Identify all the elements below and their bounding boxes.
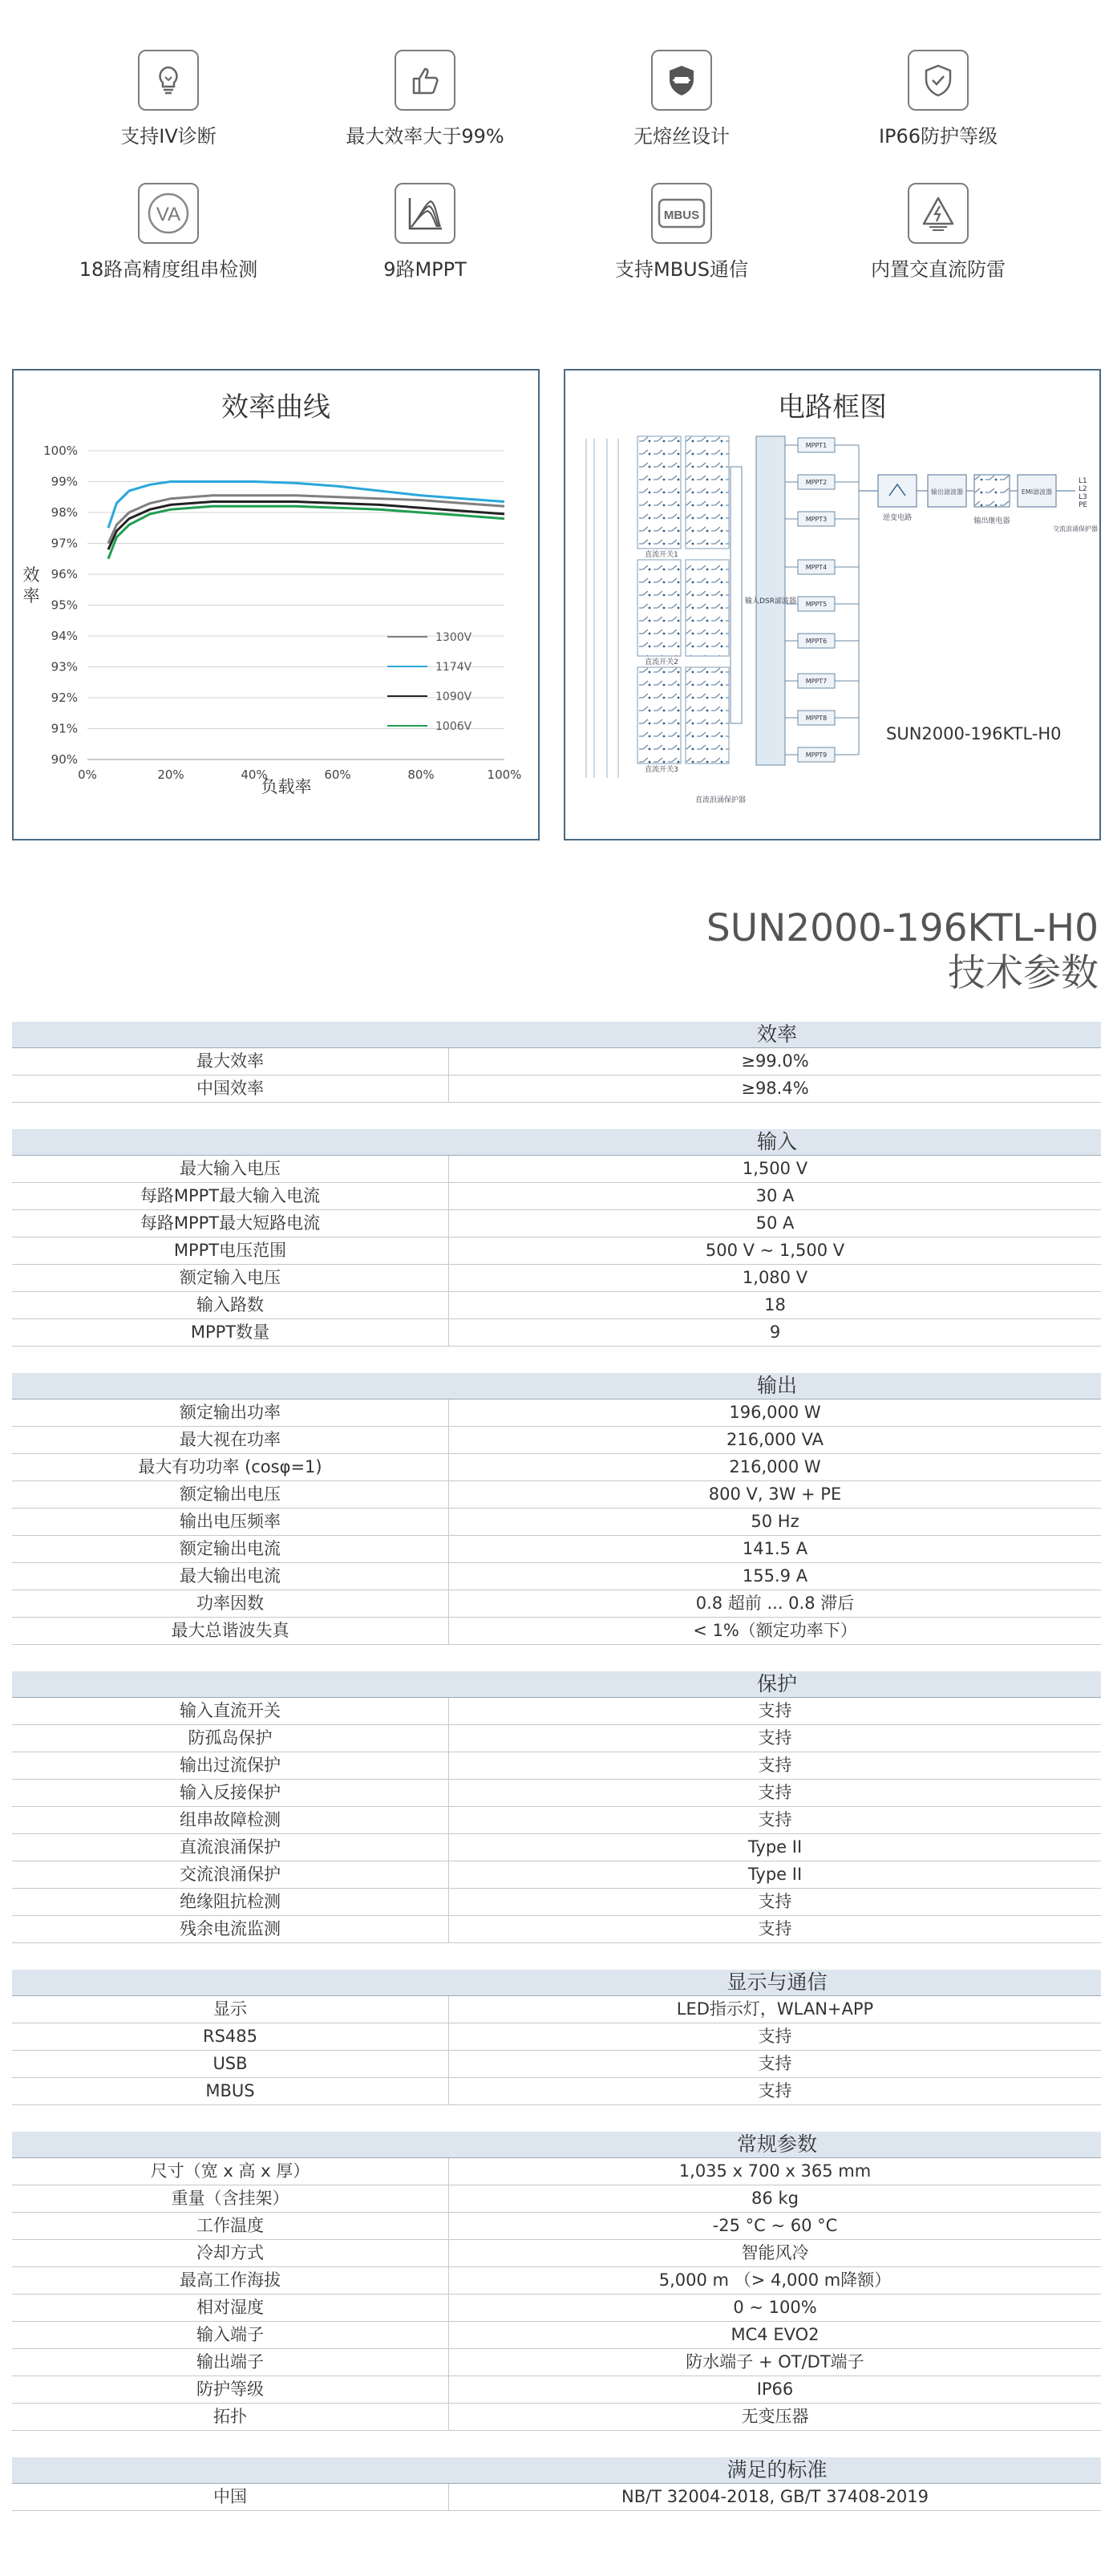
spec-value: 216,000 VA <box>726 1430 824 1449</box>
circuit-panel-title: 电路框图 <box>778 391 887 423</box>
spec-key: 重量（含挂架） <box>12 2185 449 2212</box>
spec-value: 支持 <box>758 1756 792 1775</box>
mppt-curve-icon <box>395 183 455 244</box>
spec-key: 最大总谐波失真 <box>12 1618 449 1644</box>
spec-key: 中国效率 <box>12 1075 449 1102</box>
svg-text:输出继电器: 输出继电器 <box>973 517 1010 525</box>
spec-subtitle: 技术参数 <box>948 951 1099 995</box>
efficiency-panel-title: 效率曲线 <box>221 391 330 423</box>
spec-value: 1,035 x 700 x 365 mm <box>678 2161 872 2181</box>
spec-row <box>12 2295 1101 2322</box>
spec-key: 额定输出电压 <box>12 1481 449 1508</box>
x-tick-label: 40% <box>241 768 268 782</box>
spec-key: 最大输出电流 <box>12 1563 449 1590</box>
svg-text:直流开关3: 直流开关3 <box>645 766 678 774</box>
spec-row <box>12 1481 1101 1509</box>
spec-key: 输出电压频率 <box>12 1509 449 1535</box>
spec-row <box>12 1752 1101 1780</box>
section-header: 保护 <box>12 1671 1101 1698</box>
spec-row <box>12 1590 1101 1618</box>
svg-text:逆变电路: 逆变电路 <box>882 514 913 522</box>
spec-key: 显示 <box>12 1996 449 2023</box>
spec-key: 每路MPPT最大短路电流 <box>12 1210 449 1237</box>
shield-icon <box>908 50 969 111</box>
spec-section <box>12 1970 1101 2105</box>
y-tick-label: 98% <box>51 505 78 520</box>
section-header: 输入 <box>12 1129 1101 1156</box>
svg-text:交流浪涌保护器: 交流浪涌保护器 <box>1053 525 1098 533</box>
mppt-label: MPPT1 <box>805 442 828 449</box>
spec-value: 支持 <box>758 1810 792 1829</box>
spec-key: 输入端子 <box>12 2322 449 2348</box>
spec-key: USB <box>12 2051 449 2077</box>
svg-text:EMI滤波器: EMI滤波器 <box>1021 488 1053 496</box>
feature-iv-diagnosis <box>48 50 289 148</box>
y-tick-label: 96% <box>51 567 78 581</box>
spec-value: 支持 <box>758 1728 792 1748</box>
efficiency-panel <box>12 369 540 840</box>
mppt-label: MPPT5 <box>805 601 828 608</box>
feature-label: IP66防护等级 <box>878 125 998 148</box>
svg-text:L2: L2 <box>1079 485 1087 493</box>
spec-row <box>12 1996 1101 2023</box>
spec-value: 0.8 超前 ... 0.8 滞后 <box>695 1594 855 1613</box>
svg-text:L1: L1 <box>1079 477 1087 485</box>
spec-row <box>12 2051 1101 2078</box>
spec-key: 输出过流保护 <box>12 1752 449 1779</box>
spec-key: 输入路数 <box>12 1292 449 1318</box>
y-tick-label: 94% <box>51 629 78 643</box>
spec-value: Type II <box>747 1865 803 1884</box>
feature-label: 无熔丝设计 <box>633 125 730 148</box>
spec-value: < 1%（额定功率下） <box>693 1621 857 1640</box>
spec-key: 防护等级 <box>12 2376 449 2403</box>
spec-row <box>12 2185 1101 2213</box>
feature-mppt <box>305 183 545 281</box>
spec-value: 无变压器 <box>741 2407 809 2426</box>
spec-row <box>12 2213 1101 2240</box>
y-tick-label: 100% <box>43 444 78 458</box>
y-tick-label: 95% <box>51 597 78 613</box>
spec-value: ≥98.4% <box>741 1079 809 1098</box>
spec-row <box>12 2158 1101 2185</box>
spec-value: 1,500 V <box>742 1159 808 1178</box>
spec-row <box>12 1399 1101 1427</box>
series-line-1090V <box>108 502 504 550</box>
spec-row <box>12 1861 1101 1889</box>
spec-key: 交流浪涌保护 <box>12 1861 449 1888</box>
feature-grid <box>0 0 1113 305</box>
spec-value: ≥99.0% <box>741 1051 809 1071</box>
spec-section <box>12 1373 1101 1645</box>
fuseless-icon <box>651 50 712 111</box>
spec-row <box>12 1156 1101 1183</box>
spec-key: 直流浪涌保护 <box>12 1834 449 1861</box>
spec-row <box>12 1048 1101 1075</box>
spec-value: 支持 <box>758 1919 792 1938</box>
spec-value: 800 V, 3W + PE <box>708 1484 842 1504</box>
spec-value: 9 <box>769 1322 781 1342</box>
spec-key: 每路MPPT最大输入电流 <box>12 1183 449 1209</box>
spec-row <box>12 1698 1101 1725</box>
legend-label: 1300V <box>435 631 472 644</box>
feature-label: 最大效率大于99% <box>346 125 504 148</box>
mppt-label: MPPT9 <box>805 751 828 759</box>
feature-surge <box>818 183 1058 281</box>
feature-label: 支持IV诊断 <box>120 125 217 148</box>
circuit-diagram <box>565 371 1099 839</box>
spec-section <box>12 1129 1101 1347</box>
mppt-label: MPPT4 <box>805 564 828 571</box>
spec-model: SUN2000-196KTL-H0 <box>706 906 1099 950</box>
svg-text:VA: VA <box>156 204 181 225</box>
spec-value: 防水端子 + OT/DT端子 <box>686 2352 864 2371</box>
spec-key: MBUS <box>12 2078 449 2104</box>
spec-row <box>12 1237 1101 1265</box>
spec-row <box>12 2322 1101 2349</box>
svg-text:L3: L3 <box>1079 493 1087 501</box>
mppt-label: MPPT2 <box>805 479 828 486</box>
svg-text:输出滤波器: 输出滤波器 <box>931 488 963 496</box>
section-header: 效率 <box>12 1022 1101 1048</box>
spec-key: 相对湿度 <box>12 2295 449 2321</box>
spec-section <box>12 2132 1101 2431</box>
spec-title <box>706 906 1099 996</box>
feature-max-efficiency <box>305 50 545 148</box>
y-tick-label: 90% <box>51 752 78 767</box>
x-tick-label: 0% <box>78 768 97 782</box>
svg-text:直流开关1: 直流开关1 <box>645 551 678 559</box>
va-icon <box>138 183 199 244</box>
spec-row <box>12 1725 1101 1752</box>
spec-value: 0 ~ 100% <box>733 2298 817 2317</box>
legend-label: 1174V <box>435 661 472 674</box>
spec-row <box>12 2078 1101 2105</box>
spec-key: MPPT电压范围 <box>12 1237 449 1264</box>
mppt-label: MPPT6 <box>805 638 828 645</box>
spec-key: 最大输入电压 <box>12 1156 449 1182</box>
y-tick-label: 92% <box>51 691 78 705</box>
spec-row <box>12 1618 1101 1645</box>
y-tick-label: 99% <box>51 474 78 489</box>
spec-value: 50 A <box>755 1213 795 1233</box>
y-tick-label: 97% <box>51 536 78 551</box>
chart-y-label: 效率 <box>22 565 40 606</box>
feature-label: 支持MBUS通信 <box>615 258 748 281</box>
spec-value: 支持 <box>758 2054 792 2073</box>
spec-row <box>12 1807 1101 1834</box>
spec-key: 中国 <box>12 2484 449 2510</box>
spec-value: 1,080 V <box>742 1268 808 1287</box>
spec-row <box>12 1780 1101 1807</box>
x-tick-label: 100% <box>487 768 522 782</box>
mppt-label: MPPT3 <box>805 516 828 523</box>
spec-row <box>12 1265 1101 1292</box>
chart-x-label: 负载率 <box>261 777 312 796</box>
spec-row <box>12 1509 1101 1536</box>
spec-row <box>12 1292 1101 1319</box>
spec-key: MPPT数量 <box>12 1319 449 1346</box>
legend-label: 1006V <box>435 720 472 733</box>
x-tick-label: 80% <box>407 768 435 782</box>
spec-key: 绝缘阻抗检测 <box>12 1889 449 1915</box>
spec-key: 尺寸（宽 x 高 x 厚） <box>12 2158 449 2185</box>
svg-text:直流开关2: 直流开关2 <box>645 658 678 666</box>
spec-key: 拓扑 <box>12 2404 449 2430</box>
x-tick-label: 20% <box>157 768 184 782</box>
feature-fuseless <box>561 50 802 148</box>
spec-row <box>12 2404 1101 2431</box>
spec-row <box>12 2023 1101 2051</box>
feature-mbus <box>561 183 802 281</box>
spec-row <box>12 2240 1101 2267</box>
spec-key: 防孤岛保护 <box>12 1725 449 1752</box>
spec-value: 141.5 A <box>742 1539 808 1558</box>
spec-row <box>12 1536 1101 1563</box>
circuit-model-label: SUN2000-196KTL-H0 <box>886 724 1062 743</box>
spec-row <box>12 1075 1101 1103</box>
feature-label: 18路高精度组串检测 <box>79 258 258 281</box>
spec-key: 最高工作海拔 <box>12 2267 449 2294</box>
spec-row <box>12 2376 1101 2404</box>
spec-key: 残余电流监测 <box>12 1916 449 1942</box>
circuit-panel <box>564 369 1101 840</box>
spec-key: 最大有功功率 (cosφ=1) <box>12 1454 449 1480</box>
spec-row <box>12 1834 1101 1861</box>
section-header: 输出 <box>12 1373 1101 1399</box>
spec-row <box>12 1319 1101 1347</box>
spec-key: RS485 <box>12 2023 449 2050</box>
y-tick-label: 91% <box>51 721 78 736</box>
spec-value: 500 V ~ 1,500 V <box>705 1241 845 1260</box>
efficiency-chart <box>14 371 538 839</box>
spec-row <box>12 2484 1101 2511</box>
spec-value: 支持 <box>758 2081 792 2100</box>
spec-row <box>12 1427 1101 1454</box>
spec-value: 5,000 m （> 4,000 m降额） <box>658 2270 892 2290</box>
spec-value: 196,000 W <box>729 1403 821 1422</box>
spec-row <box>12 1563 1101 1590</box>
spec-value: 50 Hz <box>751 1512 799 1531</box>
section-header: 显示与通信 <box>12 1970 1101 1996</box>
spec-value: Type II <box>747 1837 803 1857</box>
spec-section <box>12 1671 1101 1943</box>
spec-value: 支持 <box>758 1701 792 1720</box>
feature-ip66 <box>818 50 1058 148</box>
spec-row <box>12 1210 1101 1237</box>
spec-value: 18 <box>764 1295 786 1314</box>
spec-key: 额定输出功率 <box>12 1399 449 1426</box>
spec-key: 功率因数 <box>12 1590 449 1617</box>
spec-value: 216,000 W <box>729 1457 821 1476</box>
spec-row <box>12 1916 1101 1943</box>
spec-value: 30 A <box>755 1186 795 1205</box>
svg-text:直流浪涌保护器: 直流浪涌保护器 <box>695 796 747 804</box>
svg-text:MBUS: MBUS <box>663 209 700 222</box>
mppt-label: MPPT7 <box>805 678 828 685</box>
spec-row <box>12 1889 1101 1916</box>
section-header: 常规参数 <box>12 2132 1101 2158</box>
spec-key: 最大视在功率 <box>12 1427 449 1453</box>
surge-protection-icon <box>908 183 969 244</box>
spec-value: 智能风冷 <box>741 2243 809 2262</box>
spec-value: IP66 <box>756 2380 794 2399</box>
mppt-label: MPPT8 <box>805 715 828 722</box>
spec-value: 86 kg <box>751 2189 799 2208</box>
spec-value: MC4 EVO2 <box>731 2325 820 2344</box>
spec-value: NB/T 32004-2018, GB/T 37408-2019 <box>621 2487 929 2506</box>
spec-value: 支持 <box>758 1783 792 1802</box>
spec-section <box>12 1022 1101 1103</box>
spec-key: 额定输出电流 <box>12 1536 449 1562</box>
spec-row <box>12 1183 1101 1210</box>
feature-label: 9路MPPT <box>383 258 467 281</box>
spec-row <box>12 2267 1101 2295</box>
spec-key: 输入直流开关 <box>12 1698 449 1724</box>
spec-value: -25 °C ~ 60 °C <box>712 2216 838 2235</box>
spec-key: 输入反接保护 <box>12 1780 449 1806</box>
spec-value: 支持 <box>758 1892 792 1911</box>
mbus-icon <box>651 183 712 244</box>
spec-section <box>12 2457 1101 2511</box>
spec-row <box>12 2349 1101 2376</box>
legend-label: 1090V <box>435 691 472 703</box>
svg-text:PE: PE <box>1079 501 1088 509</box>
spec-key: 输出端子 <box>12 2349 449 2376</box>
feature-label: 内置交直流防雷 <box>871 258 1006 281</box>
iv-diagnosis-icon <box>138 50 199 111</box>
spec-key: 工作温度 <box>12 2213 449 2239</box>
spec-key: 额定输入电压 <box>12 1265 449 1291</box>
y-tick-label: 93% <box>51 659 78 674</box>
spec-tables <box>12 1022 1101 2538</box>
spec-value: 支持 <box>758 2027 792 2046</box>
svg-text:输入DSR滤波器: 输入DSR滤波器 <box>745 597 796 606</box>
x-tick-label: 60% <box>324 768 351 782</box>
spec-value: 155.9 A <box>742 1566 808 1586</box>
spec-key: 冷却方式 <box>12 2240 449 2266</box>
section-header: 满足的标准 <box>12 2457 1101 2484</box>
spec-value: LED指示灯，WLAN+APP <box>676 1999 874 2019</box>
feature-string-detection <box>48 183 289 281</box>
spec-key: 组串故障检测 <box>12 1807 449 1833</box>
thumbs-up-icon <box>395 50 455 111</box>
spec-row <box>12 1454 1101 1481</box>
spec-key: 最大效率 <box>12 1048 449 1075</box>
series-line-1006V <box>108 506 504 559</box>
